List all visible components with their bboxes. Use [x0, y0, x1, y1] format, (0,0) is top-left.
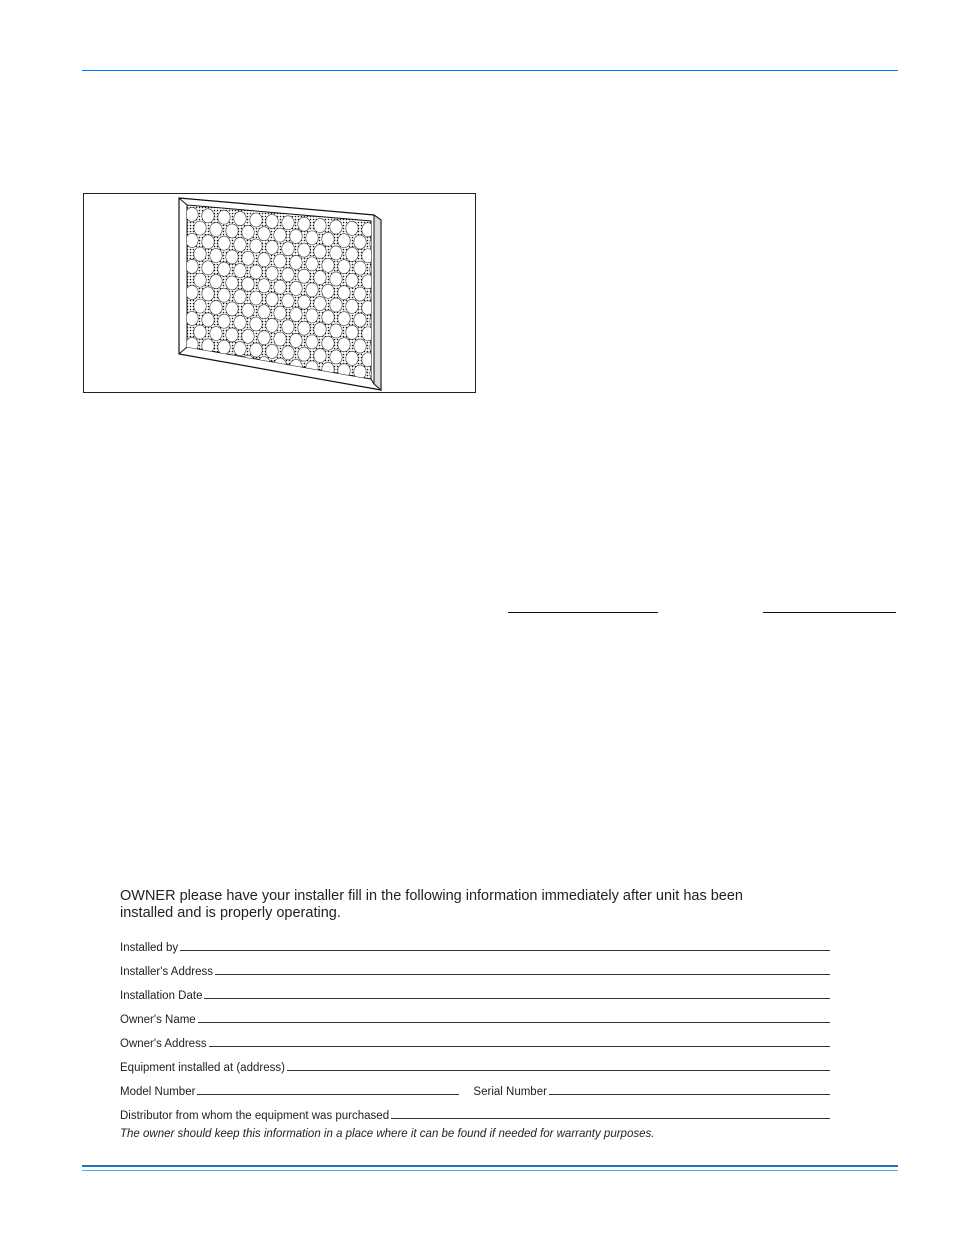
filter-hole	[242, 303, 254, 317]
filter-hole	[242, 329, 254, 343]
filter-hole	[186, 311, 198, 325]
filter-hole	[306, 335, 318, 349]
installation-date-row	[120, 978, 830, 1002]
filter-hole	[314, 219, 326, 233]
equipment-address-row	[120, 1050, 830, 1074]
filter-hole	[186, 363, 198, 377]
filter-hole	[346, 221, 358, 235]
distributor-row	[120, 1098, 830, 1122]
filter-hole	[194, 273, 206, 287]
filter-hole	[202, 261, 214, 275]
filter-hole	[186, 285, 198, 299]
filter-hole	[314, 245, 326, 259]
filter-hole	[314, 271, 326, 285]
filter-hole	[218, 366, 230, 380]
filter-hole	[346, 351, 358, 365]
air-filter-icon	[84, 194, 477, 394]
filter-hole	[234, 264, 246, 278]
filter-hole	[242, 225, 254, 239]
filter-hole	[266, 344, 278, 358]
filter-hole	[290, 281, 302, 295]
filter-hole	[354, 313, 366, 327]
distributor-label: Distributor from whom the equipment was purchased	[120, 1110, 390, 1122]
filter-hole	[234, 368, 246, 382]
filter-hole	[250, 239, 262, 253]
installer-address-label: Installer's Address	[120, 966, 213, 978]
form-heading-line-1: OWNER please have your installer fill in the following information immediately after unit has been	[120, 888, 743, 904]
filter-hole	[210, 223, 222, 237]
filter-hole	[226, 302, 238, 316]
installation-date-field[interactable]	[204, 998, 830, 999]
model-number-label: Model Number	[120, 1086, 196, 1098]
filter-hole	[322, 284, 334, 298]
installer-address-field[interactable]	[215, 974, 830, 975]
filter-hole	[210, 275, 222, 289]
filter-hole	[242, 277, 254, 291]
filter-hole	[202, 209, 214, 223]
filter-hole	[258, 279, 270, 293]
installed-by-field[interactable]	[180, 950, 830, 951]
filter-hole	[338, 234, 350, 248]
header-rule	[82, 70, 898, 71]
filter-hole	[218, 236, 230, 250]
filter-hole	[346, 247, 358, 261]
installed-by-label: Installed by	[120, 942, 179, 954]
serial-number-label: Serial Number	[473, 1086, 547, 1098]
filter-hole	[330, 220, 342, 234]
equipment-address-field[interactable]	[287, 1070, 830, 1071]
filter-hole	[234, 316, 246, 330]
filter-hole	[338, 260, 350, 274]
filter-hole	[322, 310, 334, 324]
filter-hole	[218, 210, 230, 224]
filter-hole	[234, 290, 246, 304]
filter-hole	[306, 283, 318, 297]
form-heading-line-2: installed and is properly operating.	[120, 905, 341, 921]
filter-hole	[202, 287, 214, 301]
filter-hole	[194, 247, 206, 261]
filter-hole	[202, 365, 214, 379]
footer-rule-thin	[82, 1170, 898, 1171]
filter-hole	[266, 370, 278, 384]
owner-name-field[interactable]	[198, 1022, 830, 1023]
filter-hole	[194, 299, 206, 313]
filter-hole	[314, 323, 326, 337]
filter-hole	[346, 273, 358, 287]
filter-hole	[274, 306, 286, 320]
filter-hole	[354, 339, 366, 353]
model-number-field[interactable]	[197, 1094, 459, 1095]
filter-hole	[298, 217, 310, 231]
filter-hole	[282, 268, 294, 282]
filter-hole	[346, 325, 358, 339]
filter-hole	[234, 212, 246, 226]
blank-line-left	[508, 612, 658, 613]
filter-hole	[226, 276, 238, 290]
installer-address-row	[120, 954, 830, 978]
filter-hole	[250, 317, 262, 331]
filter-hole	[266, 240, 278, 254]
filter-hole	[274, 254, 286, 268]
model-serial-row	[120, 1074, 830, 1098]
filter-hole	[218, 340, 230, 354]
filter-hole	[258, 305, 270, 319]
filter-hole	[290, 307, 302, 321]
filter-hole	[298, 321, 310, 335]
filter-hole	[234, 342, 246, 356]
filter-hole	[194, 221, 206, 235]
filter-hole	[290, 229, 302, 243]
filter-hole	[282, 294, 294, 308]
filter-hole	[226, 328, 238, 342]
filter-hole	[210, 301, 222, 315]
filter-hole	[306, 257, 318, 271]
filter-hole	[210, 249, 222, 263]
filter-hole	[266, 266, 278, 280]
filter-hole	[226, 224, 238, 238]
filter-hole	[266, 292, 278, 306]
filter-hole	[330, 350, 342, 364]
serial-number-field[interactable]	[549, 1094, 830, 1095]
filter-hole	[298, 295, 310, 309]
filter-hole	[290, 333, 302, 347]
filter-hole	[330, 272, 342, 286]
filter-hole	[234, 238, 246, 252]
owner-address-row	[120, 1026, 830, 1050]
filter-hole	[194, 325, 206, 339]
filter-hole	[346, 299, 358, 313]
owner-name-row	[120, 1002, 830, 1026]
filter-hole	[330, 246, 342, 260]
filter-hole	[338, 338, 350, 352]
installation-info-form	[120, 888, 830, 1140]
filter-hole	[298, 243, 310, 257]
filter-hole	[242, 251, 254, 265]
filter-hole	[282, 346, 294, 360]
filter-hole	[266, 214, 278, 228]
filter-hole	[186, 207, 198, 221]
owner-name-label: Owner's Name	[120, 1014, 196, 1026]
filter-hole	[258, 227, 270, 241]
filter-hole	[330, 324, 342, 338]
filter-hole	[298, 347, 310, 361]
filter-hole	[250, 213, 262, 227]
installation-date-label: Installation Date	[120, 990, 203, 1002]
filter-hole	[322, 258, 334, 272]
owner-address-label: Owner's Address	[120, 1038, 207, 1050]
filter-hole	[274, 280, 286, 294]
filter-hole	[322, 232, 334, 246]
filter-hole	[338, 286, 350, 300]
filter-hole	[266, 318, 278, 332]
filter-hole	[354, 235, 366, 249]
form-heading	[120, 888, 830, 922]
filter-hole	[226, 250, 238, 264]
filter-hole	[186, 259, 198, 273]
filter-hole	[298, 269, 310, 283]
filter-hole	[314, 349, 326, 363]
filter-hole	[314, 297, 326, 311]
footer-rule	[82, 1165, 898, 1167]
filter-hole	[306, 231, 318, 245]
filter-hole	[338, 312, 350, 326]
filter-hole	[282, 242, 294, 256]
installed-by-row	[120, 930, 830, 954]
filter-hole	[258, 253, 270, 267]
filter-hole	[274, 332, 286, 346]
filter-hole	[306, 309, 318, 323]
filter-hole	[354, 261, 366, 275]
filter-hole	[250, 291, 262, 305]
filter-figure	[83, 193, 476, 393]
distributor-field[interactable]	[391, 1118, 830, 1119]
filter-hole	[202, 313, 214, 327]
filter-hole	[202, 235, 214, 249]
blank-line-right	[763, 612, 896, 613]
owner-address-field[interactable]	[209, 1046, 830, 1047]
filter-hole	[250, 265, 262, 279]
filter-hole	[218, 262, 230, 276]
filter-hole	[250, 369, 262, 383]
filter-hole	[282, 320, 294, 334]
filter-hole	[330, 298, 342, 312]
filter-hole	[354, 287, 366, 301]
filter-hole	[258, 331, 270, 345]
warranty-note: The owner should keep this information in a place where it can be found if needed for warranty purposes.	[120, 1128, 655, 1140]
equipment-address-label: Equipment installed at (address)	[120, 1062, 285, 1074]
filter-hole	[290, 255, 302, 269]
filter-hole	[322, 336, 334, 350]
filter-hole	[210, 327, 222, 341]
filter-hole	[250, 343, 262, 357]
filter-hole	[274, 228, 286, 242]
filter-hole	[218, 288, 230, 302]
filter-hole	[186, 233, 198, 247]
filter-hole	[218, 314, 230, 328]
filter-hole	[282, 216, 294, 230]
